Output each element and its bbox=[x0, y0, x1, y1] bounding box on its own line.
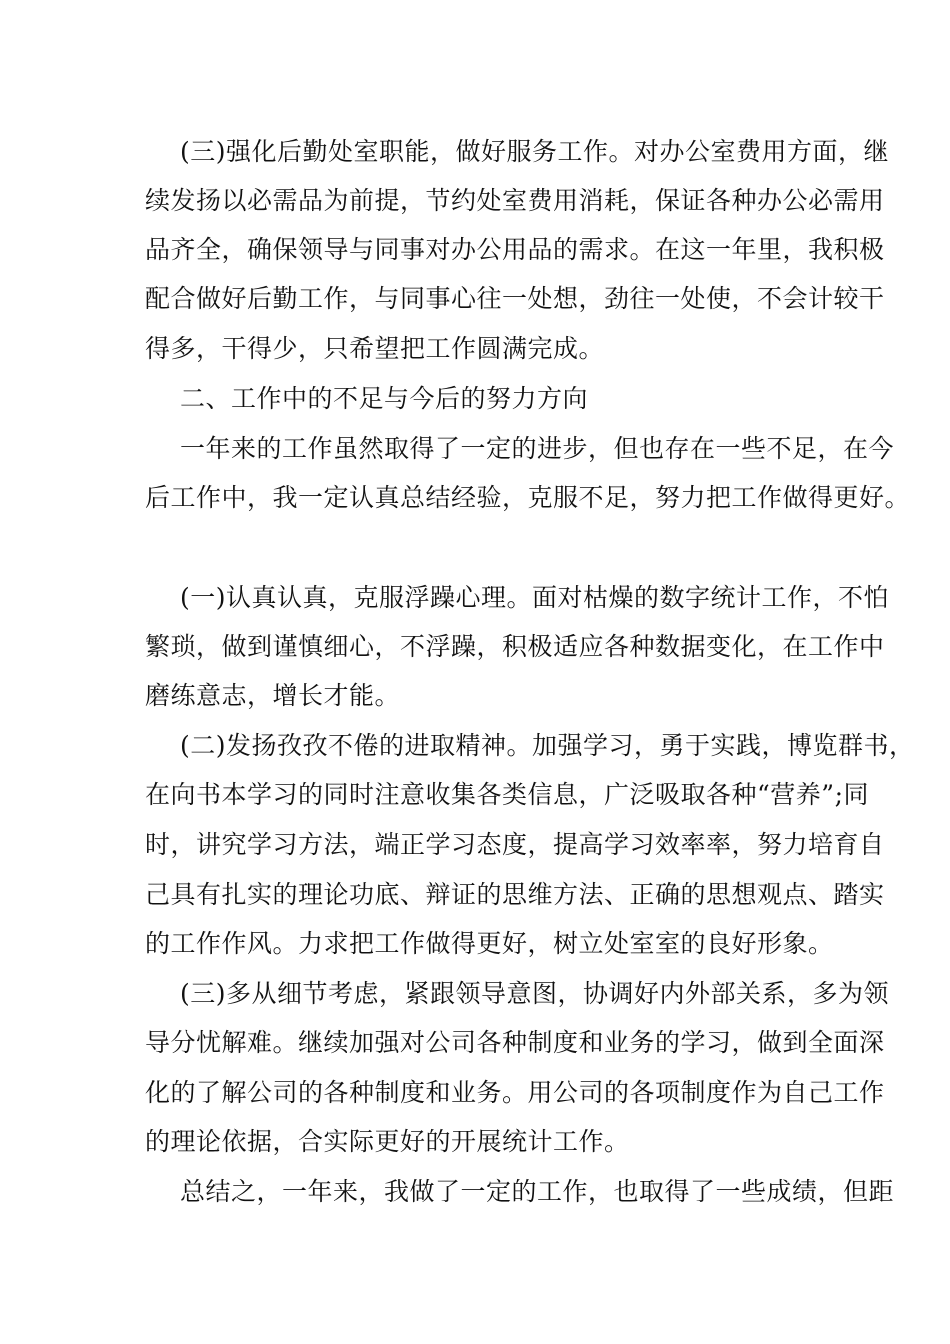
paragraph-5-line-3: 化的了解公司的各种制度和业务。用公司的各项制度作为自己工作 bbox=[145, 1078, 885, 1107]
paragraph-4-line-2: 在向书本学习的同时注意收集各类信息，广泛吸取各种“营养”;同 bbox=[145, 780, 869, 809]
paragraph-5-line-4: 的理论依据，合实际更好的开展统计工作。 bbox=[145, 1127, 630, 1156]
paragraph-3-line-3: 磨练意志，增长才能。 bbox=[145, 681, 401, 710]
paragraph-6-line-1: 总结之，一年来，我做了一定的工作，也取得了一些成绩，但距 bbox=[180, 1177, 895, 1206]
paragraph-4-line-5: 的工作作风。力求把工作做得更好，树立处室室的良好形象。 bbox=[145, 929, 834, 958]
paragraph-1-line-2: 续发扬以必需品为前提，节约处室费用消耗，保证各种办公必需用 bbox=[145, 186, 885, 215]
paragraph-4-line-4: 己具有扎实的理论功底、辩证的思维方法、正确的思想观点、踏实 bbox=[145, 880, 885, 909]
paragraph-1-line-3: 品齐全，确保领导与同事对办公用品的需求。在这一年里，我积极 bbox=[145, 235, 885, 264]
paragraph-4-line-3: 时，讲究学习方法，端正学习态度，提高学习效率率，努力培育自 bbox=[145, 830, 885, 859]
section-heading: 二、工作中的不足与今后的努力方向 bbox=[180, 384, 589, 413]
paragraph-3-line-1: (一)认真认真，克服浮躁心理。面对枯燥的数字统计工作，不怕 bbox=[180, 583, 890, 612]
paragraph-2-line-1: 一年来的工作虽然取得了一定的进步，但也存在一些不足，在今 bbox=[180, 434, 895, 463]
paragraph-5-line-1: (三)多从细节考虑，紧跟领导意图，协调好内外部关系，多为领 bbox=[180, 979, 890, 1008]
paragraph-1-line-4: 配合做好后勤工作，与同事心往一处想，劲往一处使，不会计较干 bbox=[145, 284, 885, 313]
paragraph-2-line-2: 后工作中，我一定认真总结经验，克服不足，努力把工作做得更好。 bbox=[145, 483, 911, 512]
paragraph-1-line-1: (三)强化后勤处室职能，做好服务工作。对办公室费用方面，继 bbox=[180, 137, 890, 166]
paragraph-3-line-2: 繁琐，做到谨慎细心，不浮躁，积极适应各种数据变化，在工作中 bbox=[145, 632, 885, 661]
paragraph-1-line-5: 得多，干得少，只希望把工作圆满完成。 bbox=[145, 334, 605, 363]
paragraph-4-line-1: (二)发扬孜孜不倦的进取精神。加强学习，勇于实践，博览群书， bbox=[180, 731, 915, 760]
paragraph-5-line-2: 导分忧解难。继续加强对公司各种制度和业务的学习，做到全面深 bbox=[145, 1028, 885, 1057]
